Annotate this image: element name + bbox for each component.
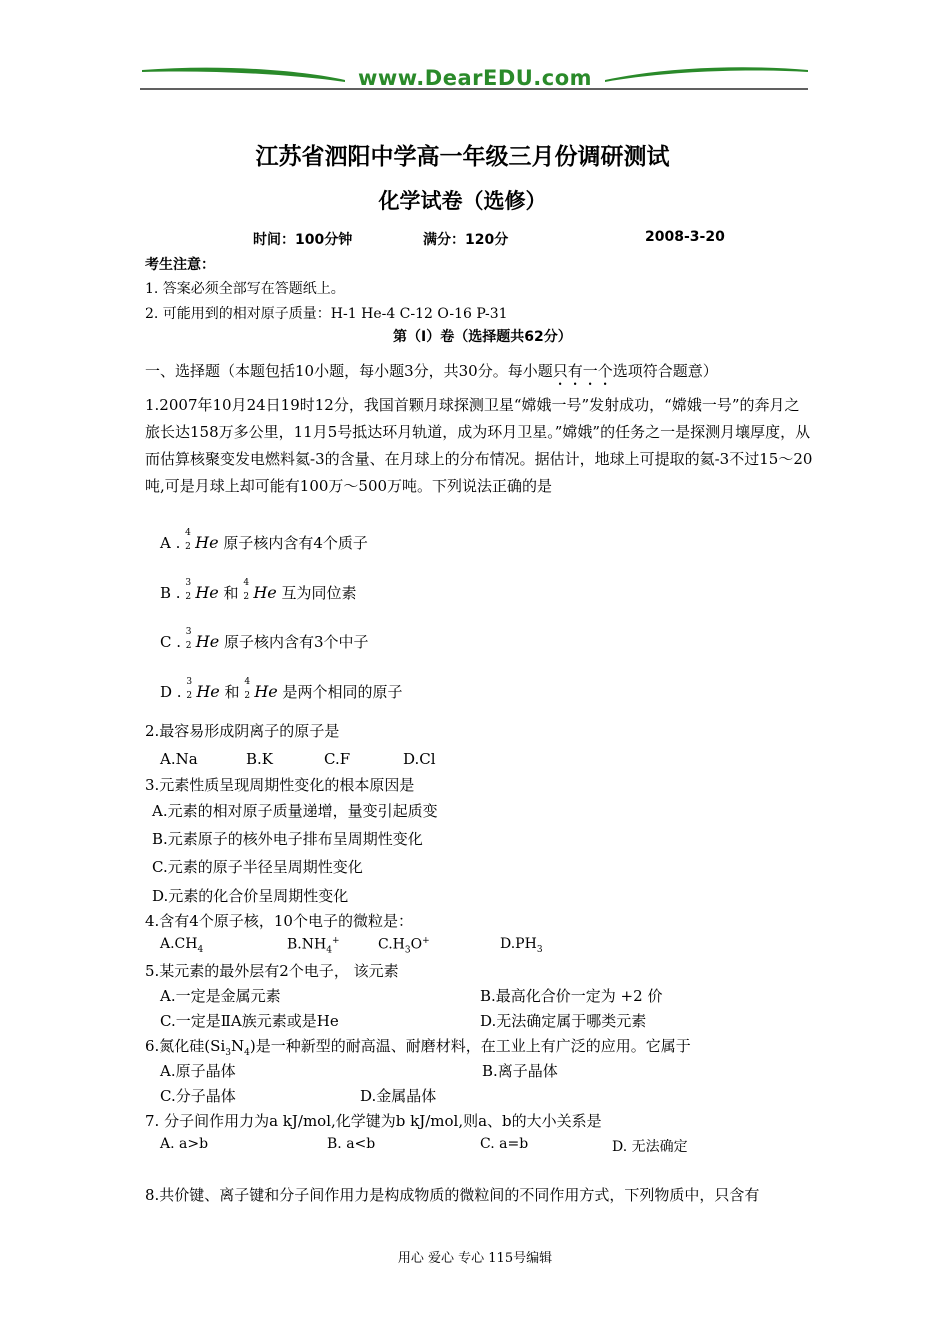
question-6-option-b: B.离子晶体 — [482, 1062, 558, 1080]
isotope-notation: 4 2 He — [185, 528, 219, 552]
notice-heading: 考生注意： — [145, 257, 215, 273]
question-4-option-b: $B.NH_4^+$ — [287, 936, 340, 956]
question-3-option-b: B.元素原子的核外电子排布呈周期性变化 — [152, 830, 423, 848]
header-site-logo: www.DearEDU.com — [357, 66, 593, 90]
question-7-option-d: D. 无法确定 — [612, 1139, 688, 1155]
question-4-option-d: $D.PH_3$ — [500, 936, 543, 955]
question-1-stem: 1.2007年10月24日19时12分，我国首颗月球探测卫星“嫦娥一号”发射成功，“嫦娥一号”的奔月之旅长达158万多公里，11月5号抵达环月轨道，成为环月卫星。”嫦娥”的任务之一是探测月壤厚度，从而估算核聚变发电燃料氦-3的含量、在月球上的分布情况。据估计，地球上可提取的氦-3不过15～20吨,可是月球上却可能有100万～500万吨。下列说法正确的是 — [145, 396, 813, 495]
question-1-option-d: D . 3 2 He 和 4 2 He 是两个相同的原子 — [160, 677, 403, 701]
question-7-option-a: A. a>b — [160, 1136, 209, 1152]
question-7-option-b: B. a<b — [327, 1136, 376, 1152]
question-6-stem: 6.氮化硅$(Si_3N_4)$是一种新型的耐高温、耐磨材料，在工业上有广泛的应用。它属于 — [145, 1037, 691, 1058]
question-2-option-d: D.Cl — [403, 750, 436, 768]
isotope-notation: 3 2 He — [186, 677, 220, 701]
isotope-notation: 3 2 He — [185, 627, 220, 651]
section1-intro: 一、选择题（本题包括10小题，每小题3分，共30分。每小题只有一个选项符合题意） — [145, 362, 718, 380]
isotope-notation: 3 2 He — [185, 578, 219, 602]
page-subtitle: 化学试卷（选修） — [378, 189, 547, 213]
notice-item-2: 2. 可能用到的相对原子质量：H-1 He-4 C-12 O-16 P-31 — [145, 306, 508, 322]
question-4-option-a: $A.CH_4$ — [160, 936, 204, 955]
question-5-option-d: D.无法确定属于哪类元素 — [480, 1012, 647, 1030]
exam-date: 2008-3-20 — [645, 229, 725, 245]
question-2-option-a: A.Na — [160, 750, 198, 768]
question-1-option-c: C . 3 2 He 原子核内含有3个中子 — [160, 627, 369, 651]
question-7-stem: 7. 分子间作用力为a kJ/mol,化学键为b kJ/mol,则a、b的大小关系是 — [145, 1112, 602, 1130]
page-title: 江苏省泗阳中学高一年级三月份调研测试 — [255, 144, 670, 170]
question-3-option-c: C.元素的原子半径呈周期性变化 — [152, 858, 363, 876]
question-3-option-d: D.元素的化合价呈周期性变化 — [152, 887, 349, 905]
question-7-option-c: C. a=b — [480, 1136, 529, 1152]
isotope-notation: 4 2 He — [243, 578, 277, 602]
question-8-stem: 8.共价键、离子键和分子间作用力是构成物质的微粒间的不同作用方式，下列物质中，只含有 — [145, 1186, 760, 1204]
question-4-stem: 4.含有4个原子核，10个电子的微粒是： — [145, 912, 413, 930]
question-2-stem: 2.最容易形成阴离子的原子是 — [145, 722, 340, 740]
question-5-option-b: B.最高化合价一定为 +2 价 — [480, 987, 663, 1005]
question-1-option-a: A . 4 2 He 原子核内含有4个质子 — [160, 528, 368, 552]
question-2-option-b: B.K — [246, 750, 273, 768]
question-6-option-a: A.原子晶体 — [160, 1062, 236, 1080]
question-4-option-c: $C.H_3O^+$ — [378, 936, 430, 956]
question-6-option-c: C.分子晶体 — [160, 1087, 236, 1105]
question-5-option-c: C.一定是ⅡA族元素或是He — [160, 1012, 339, 1030]
question-2-option-c: C.F — [324, 750, 351, 768]
question-5-option-a: A.一定是金属元素 — [160, 987, 281, 1005]
page-footer: 用心 爱心 专心 115号编辑 — [397, 1251, 553, 1266]
question-3-stem: 3.元素性质呈现周期性变化的根本原因是 — [145, 776, 415, 794]
question-6-option-d: D.金属晶体 — [360, 1087, 437, 1105]
emphasis-only-one: 只有一个 — [552, 362, 613, 380]
question-1-option-b: B . 3 2 He 和 4 2 He 互为同位素 — [160, 578, 357, 602]
question-3-option-a: A.元素的相对原子质量递增，量变引起质变 — [152, 802, 438, 820]
part1-heading: 第（Ⅰ）卷（选择题共62分） — [393, 329, 572, 345]
notice-item-1: 1. 答案必须全部写在答题纸上。 — [145, 281, 345, 297]
exam-score: 满分：120分 — [423, 232, 509, 248]
isotope-notation: 4 2 He — [244, 677, 278, 701]
question-5-stem: 5.某元素的最外层有2个电子， 该元素 — [145, 962, 399, 980]
exam-time: 时间：100分钟 — [253, 232, 353, 248]
